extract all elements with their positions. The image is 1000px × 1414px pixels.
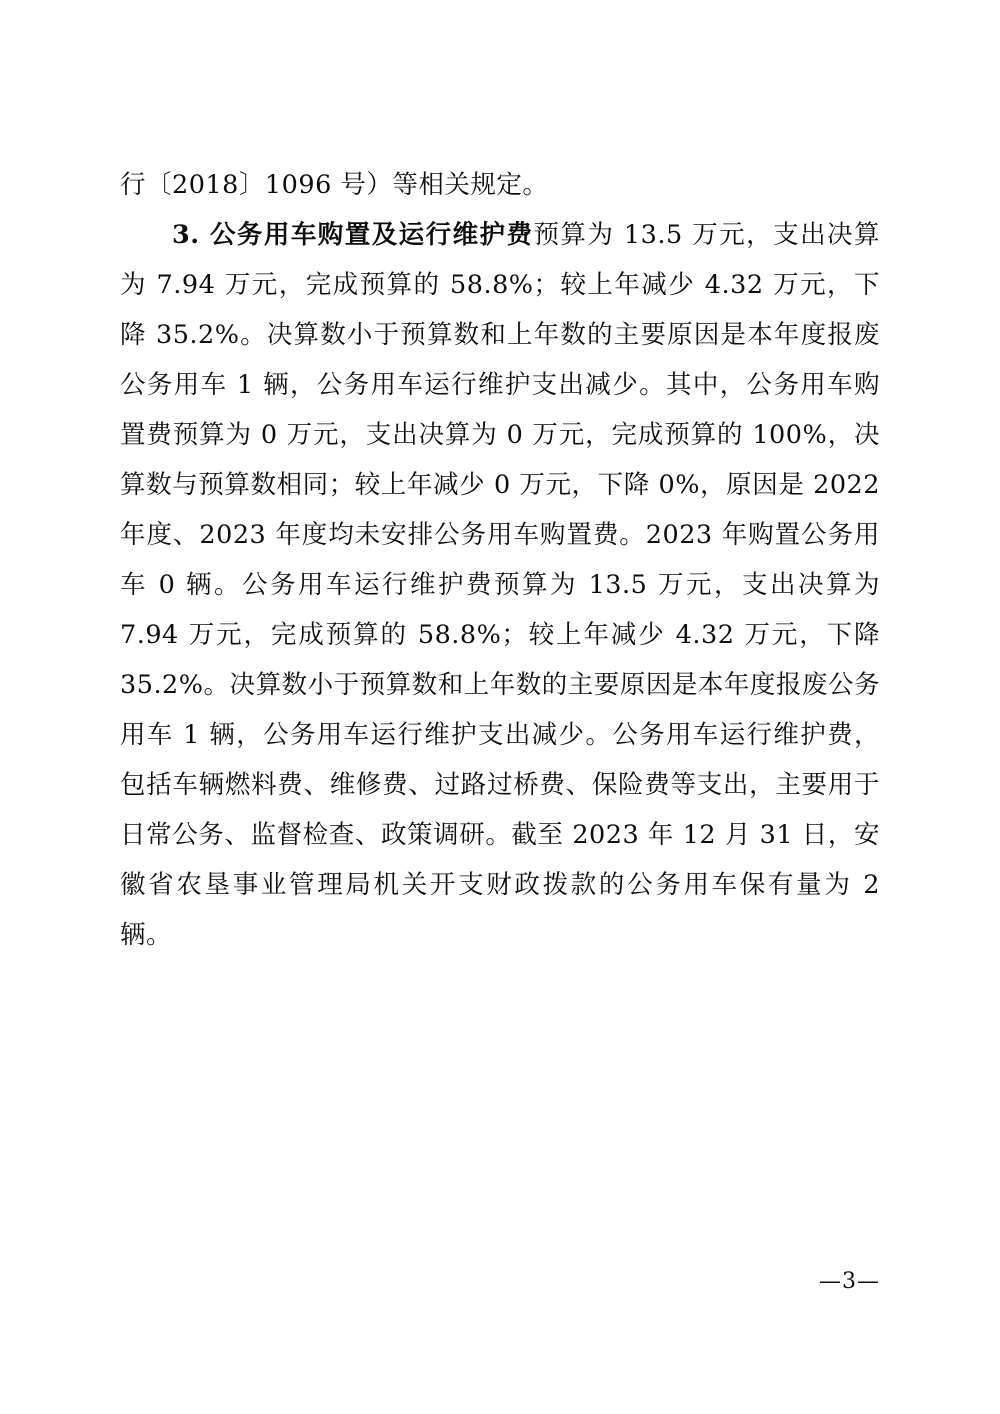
page-number: —3—	[819, 1269, 880, 1294]
paragraph-lead-label: 3. 公务用车购置及运行维护费	[172, 220, 534, 250]
paragraph-text: 预算为 13.5 万元，支出决算为 7.94 万元，完成预算的 58.8%；较上年减少 4.32 万元，下降 35.2%。决算数小于预算数和上年数的主要原因是本年度报废公务用车 1 辆，公务用车运行维护支出减少。其中，公务用车购置费预算为 0 万元，支出决算为 0 万元，完成预算的 100%，决算数与预算数相同；较上年减少 0 万元，下降 0%，原因是 2022 年度、2023 年度均未安排公务用车购置费。2023 年购置公务用车 0 辆。公务用车运行维护费预算为 13.5 万元，支出决算为 7.94 万元，完成预算的 58.8%；较上年减少 4.32 万元，下降 35.2%。决算数小于预算数和上年数的主要原因是本年度报废公务用车 1 辆，公务用车运行维护支出减少。公务用车运行维护费，包括车辆燃料费、维修费、过路过桥费、保险费等支出，主要用于日常公务、监督检查、政策调研。截至 2023 年 12 月 31 日，安徽省农垦事业管理局机关开支财政拨款的公务用车保有量为 2 辆。	[120, 220, 880, 950]
paragraph-item-3	[120, 210, 880, 960]
paragraph-continuation	[120, 160, 880, 210]
paragraph-text: 行〔2018〕1096 号）等相关规定。	[120, 170, 549, 200]
document-body	[120, 160, 880, 960]
